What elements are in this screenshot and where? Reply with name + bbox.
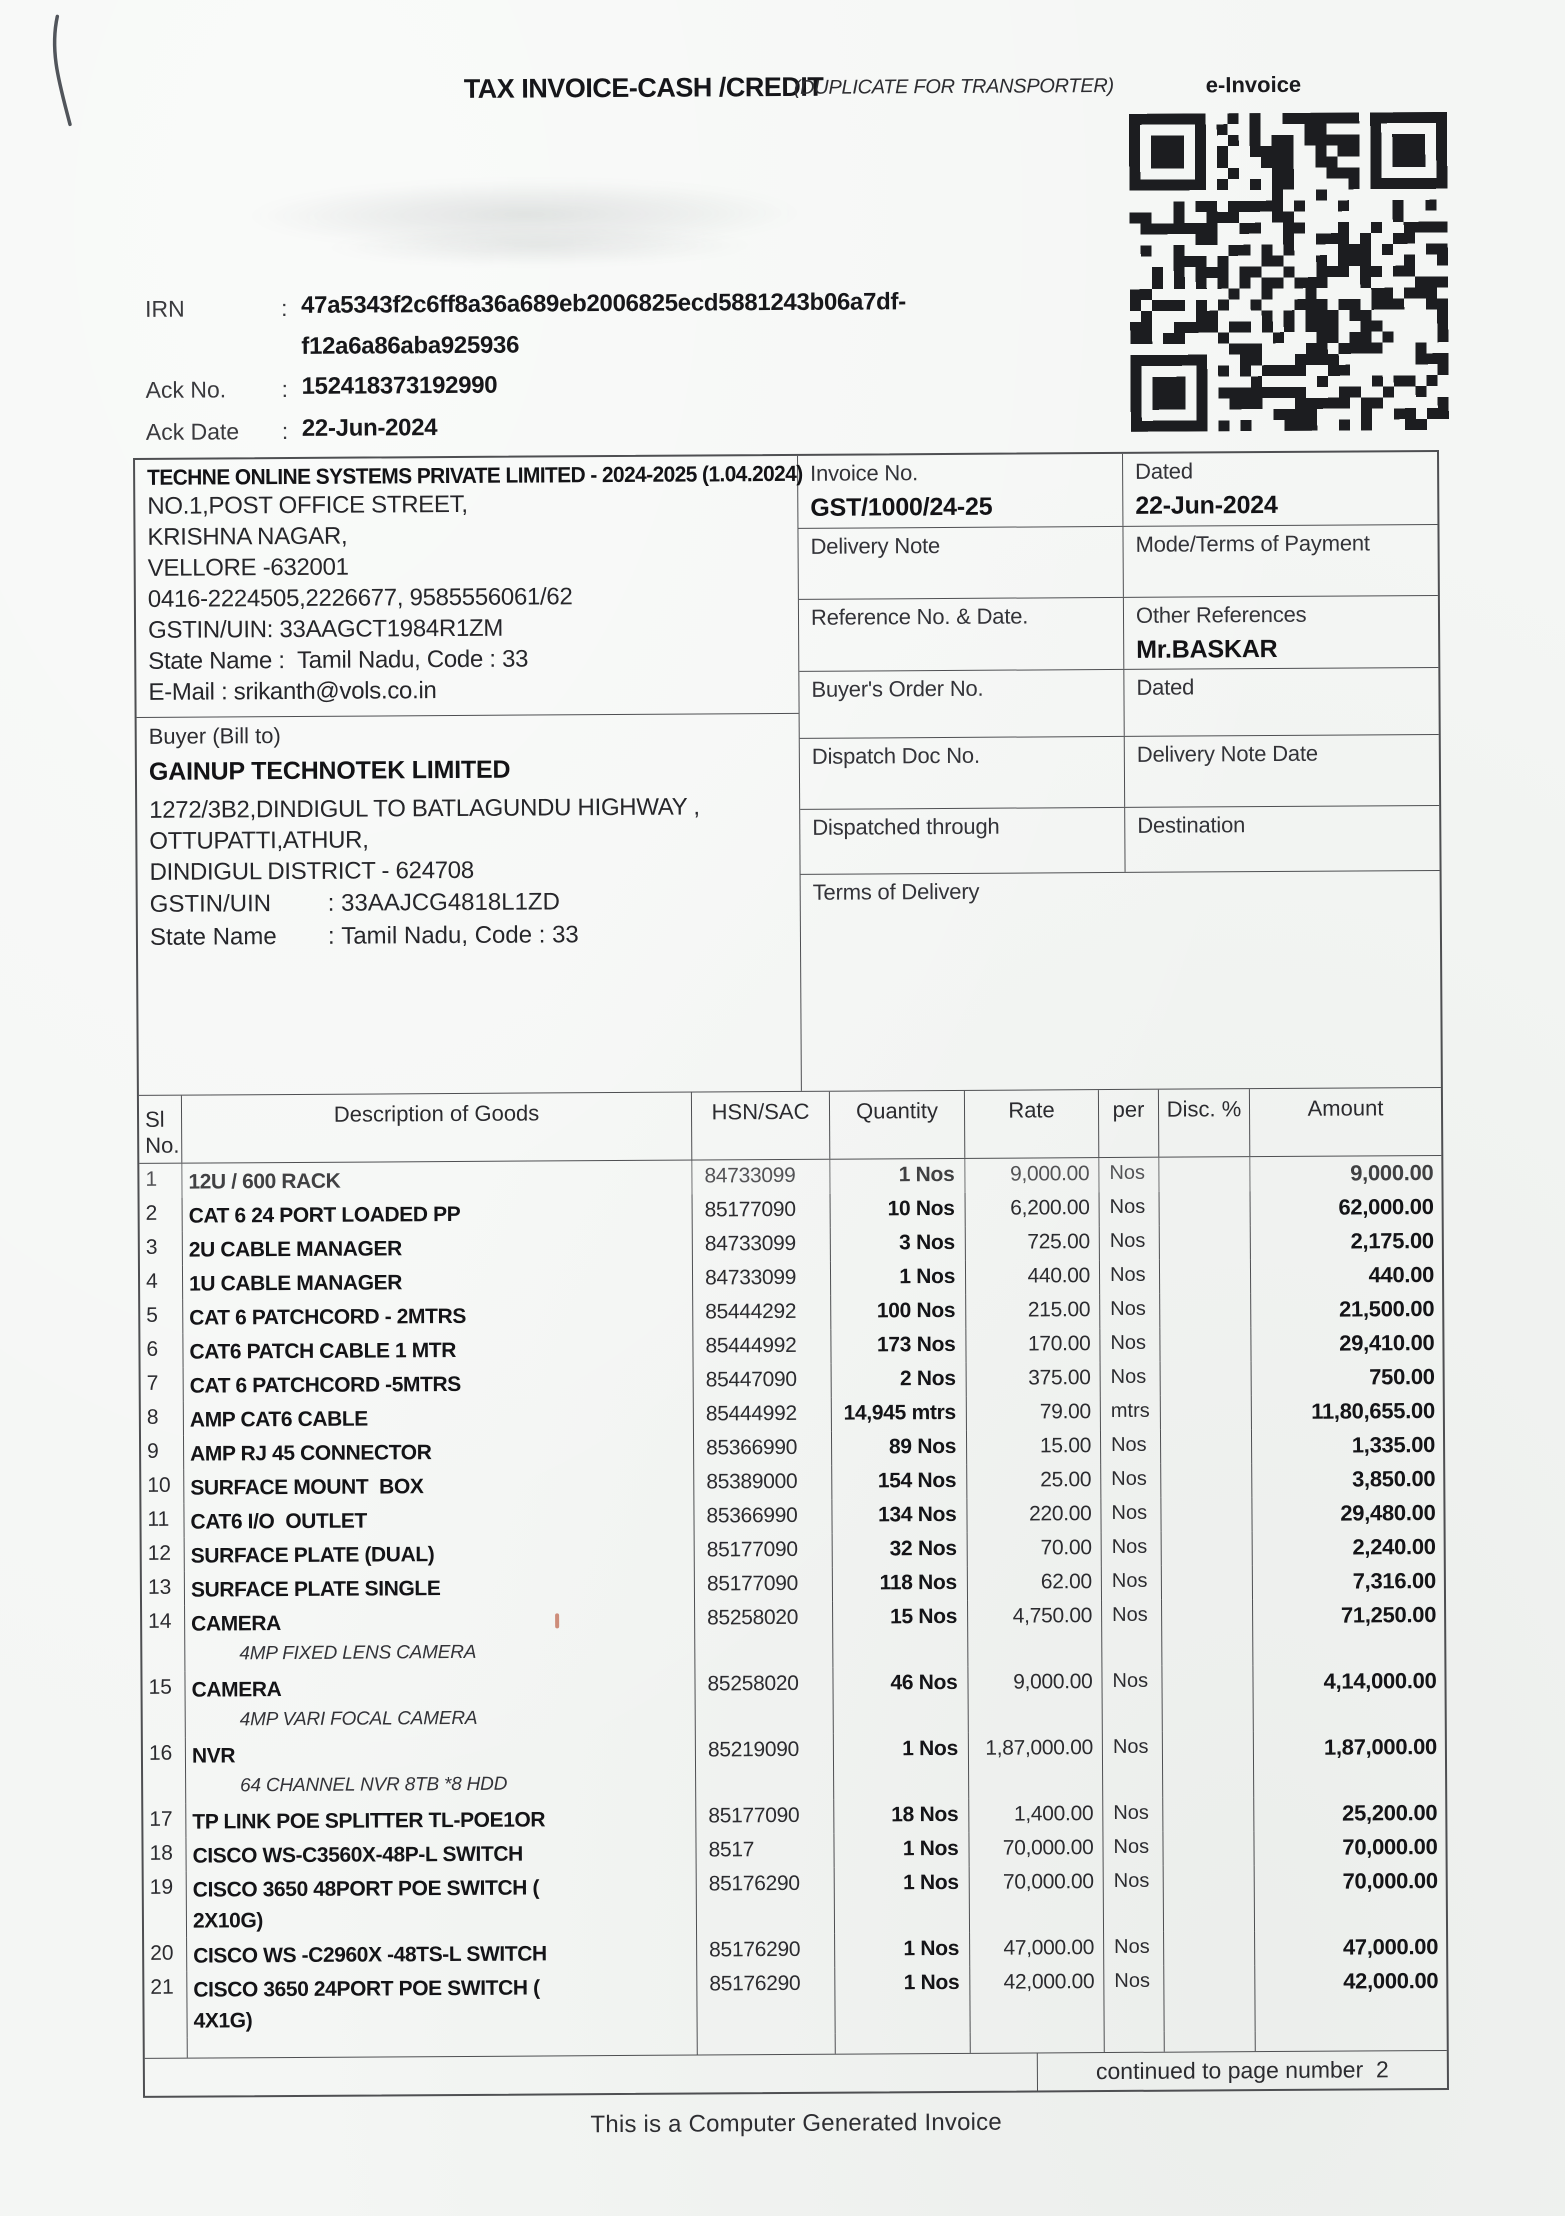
item-discount <box>1160 1259 1251 1294</box>
scan-smudge <box>325 225 755 268</box>
meta-label: Delivery Note Date <box>1136 740 1318 767</box>
header-amount: Amount <box>1307 1095 1384 1121</box>
item-sl: 5 <box>140 1300 183 1334</box>
item-hsn: 85176290 <box>697 1968 835 2035</box>
item-description: CAT 6 PATCHCORD - 2MTRS <box>183 1297 693 1334</box>
item-hsn: 8517 <box>696 1834 834 1869</box>
header-sl-no <box>139 1096 182 1163</box>
item-amount: 62,000.00 <box>1338 1194 1434 1220</box>
item-per: Nos <box>1100 1294 1160 1328</box>
ack-no-label: Ack No. <box>145 376 227 403</box>
item-discount <box>1164 1931 1255 1966</box>
item-description: TP LINK POE SPLITTER TL-POE1OR <box>186 1801 696 1838</box>
item-rate: 1,87,000.00 <box>969 1732 1103 1799</box>
meta-terms-of-delivery <box>801 871 1441 1091</box>
item-row <box>142 1598 1444 1672</box>
pen-mark <box>43 12 104 132</box>
item-discount <box>1163 1831 1254 1866</box>
item-description: SURFACE PLATE (DUAL) <box>185 1535 695 1572</box>
item-quantity: 1 Nos <box>834 1833 969 1868</box>
item-description: AMP CAT6 CABLE <box>184 1399 694 1436</box>
buyer-address-line: 1272/3B2,DINDIGUL TO BATLAGUNDU HIGHWAY , <box>149 793 700 824</box>
item-amount: 4,14,000.00 <box>1323 1668 1437 1694</box>
buyer-gstin-row <box>150 884 788 921</box>
item-row <box>143 1730 1445 1804</box>
item-quantity: 1 Nos <box>831 1261 966 1296</box>
item-hsn: 85444292 <box>693 1296 831 1331</box>
item-rate: 440.00 <box>966 1260 1100 1295</box>
meta-label: Dispatch Doc No. <box>811 742 980 769</box>
meta-delivery-note <box>798 527 1123 599</box>
item-amount: 70,000.00 <box>1342 1834 1438 1860</box>
continued-strip <box>145 2050 1447 2096</box>
item-hsn: 85258020 <box>695 1602 833 1669</box>
meta-row <box>800 735 1439 810</box>
einvoice-label: e-Invoice <box>1205 71 1302 98</box>
item-description: SURFACE MOUNT BOX <box>184 1467 694 1504</box>
item-quantity: 14,945 mtrs <box>832 1397 967 1432</box>
item-quantity: 1 Nos <box>835 1967 970 2034</box>
item-discount <box>1164 1865 1255 1932</box>
item-rate: 15.00 <box>967 1430 1101 1465</box>
meta-label: Terms of Delivery <box>812 878 980 905</box>
item-rate: 9,000.00 <box>965 1158 1099 1193</box>
item-quantity: 1 Nos <box>835 1933 970 1968</box>
meta-label: Destination <box>1137 812 1246 838</box>
computer-generated-note: This is a Computer Generated Invoice <box>590 2108 1002 2139</box>
item-hsn: 85366990 <box>694 1432 832 1467</box>
item-row <box>142 1664 1444 1738</box>
item-quantity: 154 Nos <box>832 1465 967 1500</box>
meta-row <box>799 668 1438 739</box>
item-hsn: 85258020 <box>695 1668 833 1735</box>
item-per: Nos <box>1100 1260 1160 1294</box>
item-amount: 71,250.00 <box>1340 1602 1437 1628</box>
item-rate: 1,400.00 <box>969 1798 1103 1833</box>
item-amount: 25,200.00 <box>1342 1800 1438 1826</box>
item-rate: 215.00 <box>966 1294 1100 1329</box>
copy-type-label: (DUPLICATE FOR TRANSPORTER) <box>793 74 1114 99</box>
item-sl: 4 <box>140 1266 183 1300</box>
item-per: Nos <box>1101 1362 1161 1396</box>
item-description: NVR 64 CHANNEL NVR 8TB *8 HDD <box>186 1735 696 1804</box>
item-amount: 29,410.00 <box>1339 1330 1435 1356</box>
meta-other-references <box>1124 596 1438 669</box>
header-sl-line1: Sl <box>144 1106 165 1132</box>
meta-row <box>798 452 1437 529</box>
meta-label: Mode/Terms of Payment <box>1135 530 1370 557</box>
item-hsn: 85177090 <box>695 1534 833 1569</box>
filler-cell <box>836 2033 971 2054</box>
item-amount: 9,000.00 <box>1350 1160 1434 1186</box>
item-rate: 170.00 <box>966 1328 1100 1363</box>
item-rate: 9,000.00 <box>968 1666 1102 1733</box>
item-quantity: 3 Nos <box>831 1227 966 1262</box>
item-rate: 70,000.00 <box>970 1866 1104 1933</box>
item-hsn: 85444992 <box>693 1330 831 1365</box>
item-discount <box>1161 1395 1252 1430</box>
item-per: Nos <box>1100 1192 1160 1226</box>
continued-box <box>1037 2051 1447 2091</box>
item-hsn: 85176290 <box>697 1934 835 1969</box>
item-quantity: 46 Nos <box>833 1667 968 1734</box>
item-rate: 42,000.00 <box>970 1966 1104 2033</box>
item-amount: 750.00 <box>1369 1364 1435 1390</box>
buyer-address-line: DINDIGUL DISTRICT - 624708 <box>149 856 474 886</box>
header-disc: Disc. % <box>1159 1089 1250 1157</box>
meta-label: Reference No. & Date. <box>810 603 1029 630</box>
irn-label: IRN <box>145 295 185 322</box>
item-discount <box>1161 1497 1252 1532</box>
item-discount <box>1161 1361 1252 1396</box>
item-rate: 79.00 <box>967 1396 1101 1431</box>
item-description: 2U CABLE MANAGER <box>183 1229 693 1266</box>
buyer-address-line: OTTUPATTI,ATHUR, <box>149 826 369 855</box>
item-per: mtrs <box>1101 1396 1161 1430</box>
seller-address-line: KRISHNA NAGAR, <box>147 522 348 551</box>
item-quantity: 18 Nos <box>834 1799 969 1834</box>
item-per: Nos <box>1102 1666 1162 1732</box>
item-quantity: 100 Nos <box>831 1295 966 1330</box>
item-amount: 3,850.00 <box>1351 1466 1436 1492</box>
item-hsn: 85389000 <box>694 1466 832 1501</box>
filler-cell <box>698 2034 836 2055</box>
item-quantity: 1 Nos <box>830 1159 965 1194</box>
item-sl: 11 <box>141 1504 184 1538</box>
item-description: CAT6 I/O OUTLET <box>184 1501 694 1538</box>
item-hsn: 85177090 <box>693 1194 831 1229</box>
item-rate: 375.00 <box>967 1362 1101 1397</box>
item-quantity: 134 Nos <box>832 1499 967 1534</box>
item-amount: 2,175.00 <box>1350 1228 1434 1254</box>
item-per: Nos <box>1103 1832 1163 1866</box>
buyer-state-value: Tamil Nadu, Code : 33 <box>341 921 579 950</box>
item-amount: 1,87,000.00 <box>1323 1734 1437 1760</box>
seller-phone-line: 0416-2224505,2226677, 9585556061/62 <box>147 583 573 613</box>
item-per: Nos <box>1103 1732 1163 1798</box>
filler-cell <box>1256 2030 1447 2051</box>
header-sl-line2: No. <box>145 1132 180 1158</box>
item-hsn: 84733099 <box>693 1228 831 1263</box>
buyer-section-label: Buyer (Bill to) <box>148 723 281 749</box>
item-rate: 70,000.00 <box>969 1832 1103 1867</box>
header-hsn: HSN/SAC <box>692 1092 830 1160</box>
item-quantity: 15 Nos <box>833 1601 968 1668</box>
item-sl: 17 <box>143 1804 186 1838</box>
item-discount <box>1160 1327 1251 1362</box>
item-rate: 25.00 <box>967 1464 1101 1499</box>
buyer-block <box>137 746 801 1095</box>
meta-destination <box>1125 806 1439 872</box>
seller-address-line: VELLORE -632001 <box>147 553 349 582</box>
meta-label: Other References <box>1135 601 1307 628</box>
item-discount <box>1162 1599 1253 1666</box>
item-per: Nos <box>1104 1966 1164 2032</box>
invoice-body <box>133 450 1449 2098</box>
seller-state-line: State Name : Tamil Nadu, Code : 33 <box>148 645 529 675</box>
buyer-gstin-colon: : <box>327 889 335 917</box>
item-amount: 21,500.00 <box>1338 1296 1435 1322</box>
ack-date-label: Ack Date <box>145 418 240 445</box>
item-discount <box>1164 1965 1255 2032</box>
item-amount: 440.00 <box>1368 1262 1435 1288</box>
parties-column <box>135 456 802 1095</box>
items-table-header <box>139 1087 1441 1164</box>
item-sl: 3 <box>140 1232 183 1266</box>
meta-row <box>801 871 1441 1091</box>
item-per: Nos <box>1101 1464 1161 1498</box>
item-quantity: 1 Nos <box>834 1733 969 1800</box>
seller-gstin-line: GSTIN/UIN: 33AAGCT1984R1ZM <box>147 614 504 644</box>
meta-label: Dated <box>1136 674 1195 700</box>
item-sl: 6 <box>140 1334 183 1368</box>
item-per: Nos <box>1104 1932 1164 1966</box>
meta-label: Delivery Note <box>810 533 941 559</box>
item-per: Nos <box>1101 1430 1161 1464</box>
buyer-name: GAINUP TECHNOTEK LIMITED <box>148 755 511 786</box>
item-quantity: 1 Nos <box>835 1867 970 1934</box>
item-amount: 47,000.00 <box>1342 1934 1439 1960</box>
item-discount <box>1161 1463 1252 1498</box>
item-description: CISCO 3650 48PORT POE SWITCH ( 2X10G) <box>187 1869 697 1938</box>
item-quantity: 173 Nos <box>831 1329 966 1364</box>
item-discount <box>1162 1531 1253 1566</box>
meta-dispatch-doc <box>800 737 1125 809</box>
qr-code <box>1122 112 1456 432</box>
item-description: SURFACE PLATE SINGLE <box>185 1569 695 1606</box>
item-discount <box>1162 1565 1253 1600</box>
meta-label: Invoice No. <box>810 460 919 486</box>
filler-cell <box>971 2032 1105 2053</box>
item-hsn: 85176290 <box>697 1868 835 1935</box>
item-sl: 20 <box>144 1938 187 1972</box>
item-discount <box>1162 1665 1253 1732</box>
buyer-state-row <box>150 917 788 954</box>
item-description: CISCO WS -C2960X -48TS-L SWITCH <box>187 1935 697 1972</box>
seller-name: TECHNE ONLINE SYSTEMS PRIVATE LIMITED - 2024-2025 (1.04.2024) <box>147 460 803 490</box>
item-sl: 16 <box>143 1738 186 1804</box>
item-sl: 14 <box>142 1606 185 1672</box>
buyer-state-colon: : <box>327 922 335 950</box>
item-per: Nos <box>1102 1600 1162 1666</box>
item-rate: 725.00 <box>966 1226 1100 1261</box>
meta-label: Dated <box>1135 458 1193 484</box>
item-hsn: 85219090 <box>696 1734 834 1801</box>
meta-dispatched-through <box>800 808 1125 874</box>
item-rate: 4,750.00 <box>968 1600 1102 1667</box>
item-row <box>144 1964 1446 2038</box>
irn-colon: : <box>281 295 288 322</box>
item-rate: 70.00 <box>968 1532 1102 1567</box>
item-sl: 12 <box>142 1538 185 1572</box>
item-hsn: 85444992 <box>694 1398 832 1433</box>
item-sl: 2 <box>140 1198 183 1232</box>
item-discount <box>1160 1225 1251 1260</box>
item-sl: 19 <box>144 1872 187 1938</box>
item-hsn: 85177090 <box>696 1800 834 1835</box>
meta-reference <box>799 598 1124 671</box>
item-rate: 47,000.00 <box>970 1932 1104 1967</box>
item-per: Nos <box>1100 1328 1160 1362</box>
ack-date-colon: : <box>281 418 289 445</box>
irn-value-line2: f12a6a86aba925936 <box>301 331 520 360</box>
meta-order-dated <box>1124 668 1438 736</box>
meta-delivery-note-date <box>1125 735 1439 807</box>
filler-cell <box>1105 2032 1165 2052</box>
item-discount <box>1163 1797 1254 1832</box>
item-hsn: 85366990 <box>694 1500 832 1535</box>
items-table-body <box>139 1156 1446 2058</box>
item-sl: 18 <box>143 1838 186 1872</box>
item-sl: 1 <box>139 1164 182 1198</box>
meta-row <box>798 525 1437 600</box>
filler-cell <box>1165 2031 1256 2052</box>
item-per: Nos <box>1103 1798 1163 1832</box>
item-discount <box>1160 1293 1251 1328</box>
item-hsn: 84733099 <box>693 1262 831 1297</box>
item-discount <box>1159 1157 1250 1192</box>
item-discount <box>1160 1191 1251 1226</box>
seller-block <box>135 456 803 718</box>
item-sl: 10 <box>141 1470 184 1504</box>
meta-label: Buyer's Order No. <box>811 675 984 702</box>
item-amount: 70,000.00 <box>1342 1868 1438 1894</box>
item-description: CISCO 3650 24PORT POE SWITCH ( 4X1G) <box>187 1969 697 2038</box>
header-quantity: Quantity <box>830 1091 965 1159</box>
header-rate: Rate <box>965 1090 1099 1158</box>
item-description: 1U CABLE MANAGER <box>183 1263 693 1300</box>
item-hsn: 85447090 <box>694 1364 832 1399</box>
other-reference-value: Mr.BASKAR <box>1136 634 1278 664</box>
buyer-gstin-value: 33AAJCG4818L1ZD <box>341 888 560 917</box>
meta-dated <box>1123 452 1437 526</box>
item-hsn: 84733099 <box>692 1160 830 1195</box>
item-rate: 6,200.00 <box>966 1192 1100 1227</box>
item-description: CAT6 PATCH CABLE 1 MTR <box>183 1331 693 1368</box>
item-row <box>144 1864 1446 1938</box>
item-description: CAT 6 24 PORT LOADED PP <box>183 1195 693 1232</box>
item-hsn: 85177090 <box>695 1568 833 1603</box>
item-description: CAT 6 PATCHCORD -5MTRS <box>184 1365 694 1402</box>
continued-text: continued to page number 2 <box>1095 2056 1389 2085</box>
item-description: CAMERA 4MP FIXED LENS CAMERA <box>185 1603 695 1672</box>
header-per: per <box>1099 1090 1159 1157</box>
item-quantity: 2 Nos <box>832 1363 967 1398</box>
seller-email-line: E-Mail : srikanth@vols.co.in <box>148 677 437 706</box>
item-description: CISCO WS-C3560X-48P-L SWITCH <box>186 1835 696 1872</box>
meta-invoice-no <box>798 454 1123 528</box>
item-per: Nos <box>1100 1226 1160 1260</box>
item-amount: 42,000.00 <box>1343 1968 1439 1994</box>
meta-buyer-order <box>799 670 1124 738</box>
ack-no-value: 152418373192990 <box>301 371 498 400</box>
item-per: Nos <box>1101 1498 1161 1532</box>
item-quantity: 89 Nos <box>832 1431 967 1466</box>
item-description: CAMERA 4MP VARI FOCAL CAMERA <box>185 1669 695 1738</box>
item-quantity: 118 Nos <box>833 1567 968 1602</box>
document-title: TAX INVOICE-CASH /CREDIT <box>463 71 824 104</box>
meta-label: Dispatched through <box>812 813 1000 840</box>
item-sl: 7 <box>141 1368 184 1402</box>
meta-payment-terms <box>1123 525 1437 597</box>
invoice-number: GST/1000/24-25 <box>810 492 993 522</box>
item-per: Nos <box>1099 1158 1159 1192</box>
ack-date-value: 22-Jun-2024 <box>301 414 438 442</box>
item-quantity: 32 Nos <box>833 1533 968 1568</box>
item-rate: 220.00 <box>967 1498 1101 1533</box>
invoice-date: 22-Jun-2024 <box>1135 490 1278 520</box>
item-per: Nos <box>1104 1866 1164 1932</box>
header-description: Description of Goods <box>182 1093 692 1163</box>
item-per: Nos <box>1102 1532 1162 1566</box>
item-amount: 11,80,655.00 <box>1311 1398 1435 1424</box>
item-per: Nos <box>1102 1566 1162 1600</box>
item-amount: 2,240.00 <box>1352 1534 1436 1560</box>
item-sl: 13 <box>142 1572 185 1606</box>
item-amount: 7,316.00 <box>1352 1568 1436 1594</box>
item-sl: 8 <box>141 1402 184 1436</box>
item-quantity: 10 Nos <box>831 1193 966 1228</box>
ack-no-colon: : <box>281 376 289 403</box>
item-description: 12U / 600 RACK <box>182 1161 692 1198</box>
irn-value-line1: 47a5343f2c6ff8a36a689eb2006825ecd5881243b06a7df- <box>301 288 906 319</box>
item-amount: 1,335.00 <box>1351 1432 1436 1458</box>
item-sl: 9 <box>141 1436 184 1470</box>
item-description: AMP RJ 45 CONNECTOR <box>184 1433 694 1470</box>
item-amount: 29,480.00 <box>1340 1500 1436 1526</box>
buyer-state-label: State Name <box>149 923 277 951</box>
item-sl: 15 <box>142 1672 185 1738</box>
item-discount <box>1161 1429 1252 1464</box>
seller-address-line: NO.1,POST OFFICE STREET, <box>147 490 468 520</box>
meta-row <box>799 596 1438 672</box>
parties-and-meta <box>135 452 1441 1095</box>
item-sl: 21 <box>144 1972 187 2038</box>
filler-cell <box>145 2038 188 2058</box>
item-rate: 62.00 <box>968 1566 1102 1601</box>
meta-row <box>800 806 1439 875</box>
buyer-gstin-label: GSTIN/UIN <box>149 890 272 918</box>
invoice-meta-grid <box>798 452 1441 1091</box>
item-discount <box>1163 1731 1254 1798</box>
